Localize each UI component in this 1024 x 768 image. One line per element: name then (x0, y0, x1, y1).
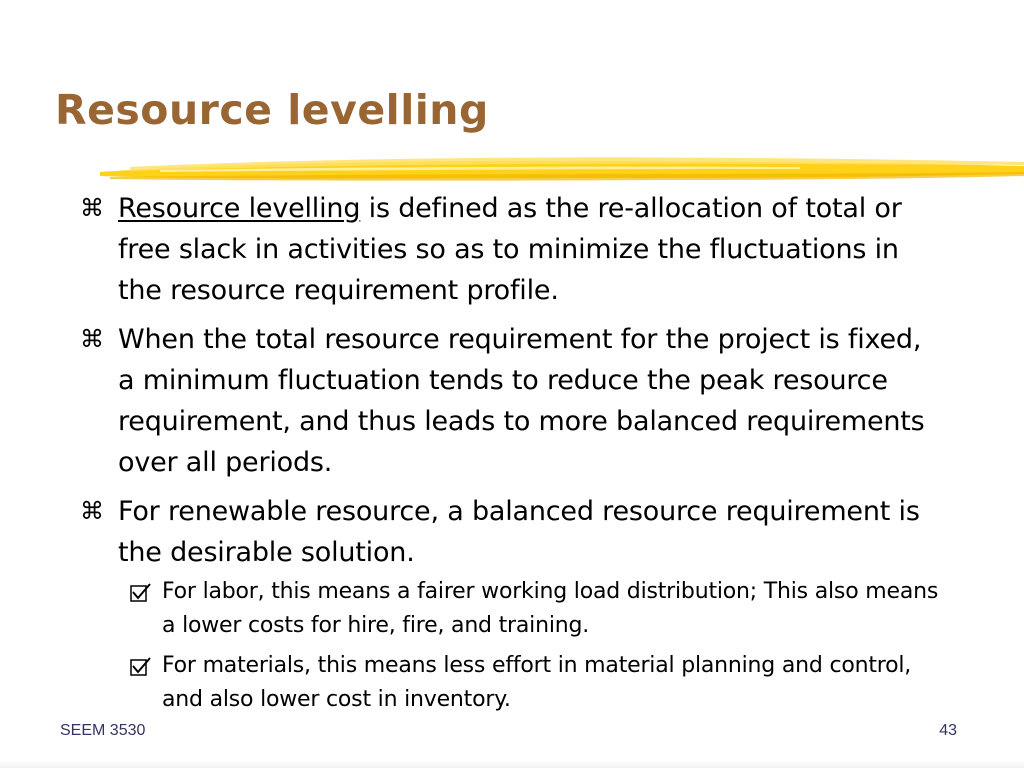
command-key-icon: ⌘ (80, 194, 104, 222)
footer-page-number: 43 (939, 722, 957, 739)
bullet-text: For renewable resource, a balanced resource requirement is the desirable solution. (118, 496, 920, 568)
bullet-text: is defined as the re-allocation of total or free slack in activities so as to minimize the fluctuations in the resource requirement profile. (118, 193, 902, 306)
bullet-text: When the total resource requirement for the project is fixed, a minimum fluctuation tends to reduce the peak resource requirement, and thus leads to more balanced requirements over all periods. (118, 324, 925, 478)
checkbox-check-icon (130, 657, 152, 677)
sub-bullet-text: For labor, this means a fairer working load distribution; This also means a lower costs for hire, fire, and training. (162, 579, 939, 638)
bullet-item (80, 319, 940, 483)
sub-bullet-item (130, 575, 940, 643)
bottom-divider (0, 760, 1024, 768)
bullet-item (80, 491, 940, 717)
slide-title: Resource levelling (55, 86, 489, 134)
defined-term: Resource levelling (118, 193, 361, 224)
command-key-icon: ⌘ (80, 325, 104, 353)
sub-bullet-list (118, 575, 940, 717)
bullet-list (80, 188, 940, 725)
footer-course-code: SEEM 3530 (60, 722, 146, 739)
sub-bullet-text: For materials, this means less effort in material planning and control, and also lower cost in inventory. (162, 653, 912, 712)
checkbox-check-icon (130, 583, 152, 603)
title-underline-brushstroke (100, 150, 1024, 186)
sub-bullet-item (130, 649, 940, 717)
command-key-icon: ⌘ (80, 497, 104, 525)
bullet-item (80, 188, 940, 311)
